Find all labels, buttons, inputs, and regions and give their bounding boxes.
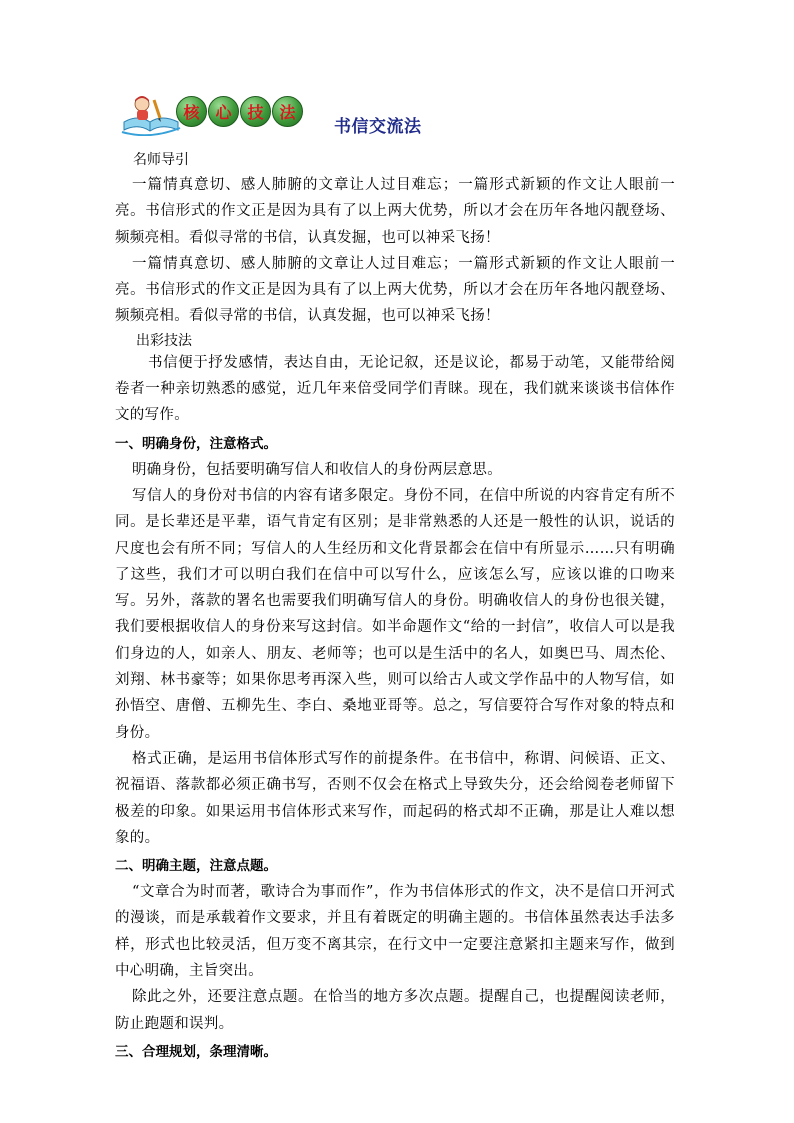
badge-heart: 心 — [208, 96, 239, 127]
paragraph-4: “文章合为时而著，歌诗合为事而作”，作为书信体形式的作文，决不是信口开河式的漫谈，而是承载着作文要求，并且有着既定的明确主题的。书信体虽然表达手法多样，形式也比较灵活，但万变不离其宗，在行文中一定要注意紧扣主题来写作，做到中心明确，主旨突出。 — [115, 884, 675, 980]
intro-paragraph-1: 一篇情真意切、感人肺腑的文章让人过目难忘；一篇形式新颖的作文让人眼前一亮。书信形式的作文正是因为具有了以上两大优势，所以才会在历年各地闪靓登场、频频亮相。看似寻常的书信，认真发掘，也可以神采飞扬！ — [115, 177, 675, 246]
badge-method: 法 — [272, 96, 303, 127]
paragraph-2: 写信人的身份对书信的内容有诸多限定。身份不同，在信中所说的内容肯定有所不同。是长辈还是平辈，语气肯定有区别；是非常熟悉的人还是一般性的认识，说话的尺度也会有所不同；写信人的人生经历和文化背景都会在信中有所显示……只有明确了这些，我们才可以明白我们在信中可以写什么，应该怎么写，应该以谁的口吻来写。另外，落款的署名也需要我们明确写信人的身份。明确收信人的身份也很关键，我们要根据收信人的身份来写这封信。如半命题作文“给的一封信”，收信人可以是我们身边的人，如亲人、朋友、老师等；也可以是生活中的名人，如奥巴马、周杰伦、刘翔、林书豪等；如果你思考再深入些，则可以给古人或文学作品中的人物写信，如孙悟空、唐僧、五柳先生、李白、桑地亚哥等。总之，写信要符合写作对象的特点和身份。 — [115, 487, 675, 741]
paragraph-1: 明确身份，包括要明确写信人和收信人的身份两层意思。 — [132, 461, 502, 478]
section-header — [120, 92, 680, 136]
paragraph-3: 格式正确，是运用书信体形式写作的前提条件。在书信中，称谓、问候语、正文、祝福语、落款都必须正确书写，否则不仅会在格式上导致失分，还会给阅卷老师留下极差的印象。如果运用书信体形式来写作，而起码的格式却不正确，那是让人难以想象的。 — [115, 750, 675, 846]
technique-paragraph: 书信便于抒发感情，表达自由，无论记叙，还是议论，都易于动笔，又能带给阅卷者一种亲切熟悉的感觉，近几年来倍受同学们青睐。现在，我们就来谈谈书信体作文的写作。 — [115, 354, 675, 424]
badge-core: 核 — [176, 96, 207, 127]
heading-1: 一、明确身份，注意格式。 — [115, 435, 277, 452]
reading-mascot-icon — [120, 92, 182, 136]
heading-2: 二、明确主题，注意点题。 — [115, 858, 277, 875]
badge-row — [176, 96, 304, 127]
paragraph-5: 除此之外，还要注意点题。在恰当的地方多次点题。提醒自己，也提醒阅读老师，防止跑题和误判。 — [115, 989, 675, 1032]
badge-skill: 技 — [240, 96, 271, 127]
page-title: 书信交流法 — [334, 117, 422, 137]
article-body — [115, 148, 675, 1065]
heading-3: 三、合理规划，条理清晰。 — [115, 1043, 277, 1060]
intro-paragraph-2: 一篇情真意切、感人肺腑的文章让人过目难忘；一篇形式新颖的作文让人眼前一亮。书信形式的作文正是因为具有了以上两大优势，所以才会在历年各地闪靓登场、频频亮相。看似寻常的书信，认真发掘，也可以神采飞扬！ — [115, 255, 675, 325]
section-label-guide: 名师导引 — [133, 152, 189, 168]
section-label-technique: 出彩技法 — [136, 332, 192, 349]
